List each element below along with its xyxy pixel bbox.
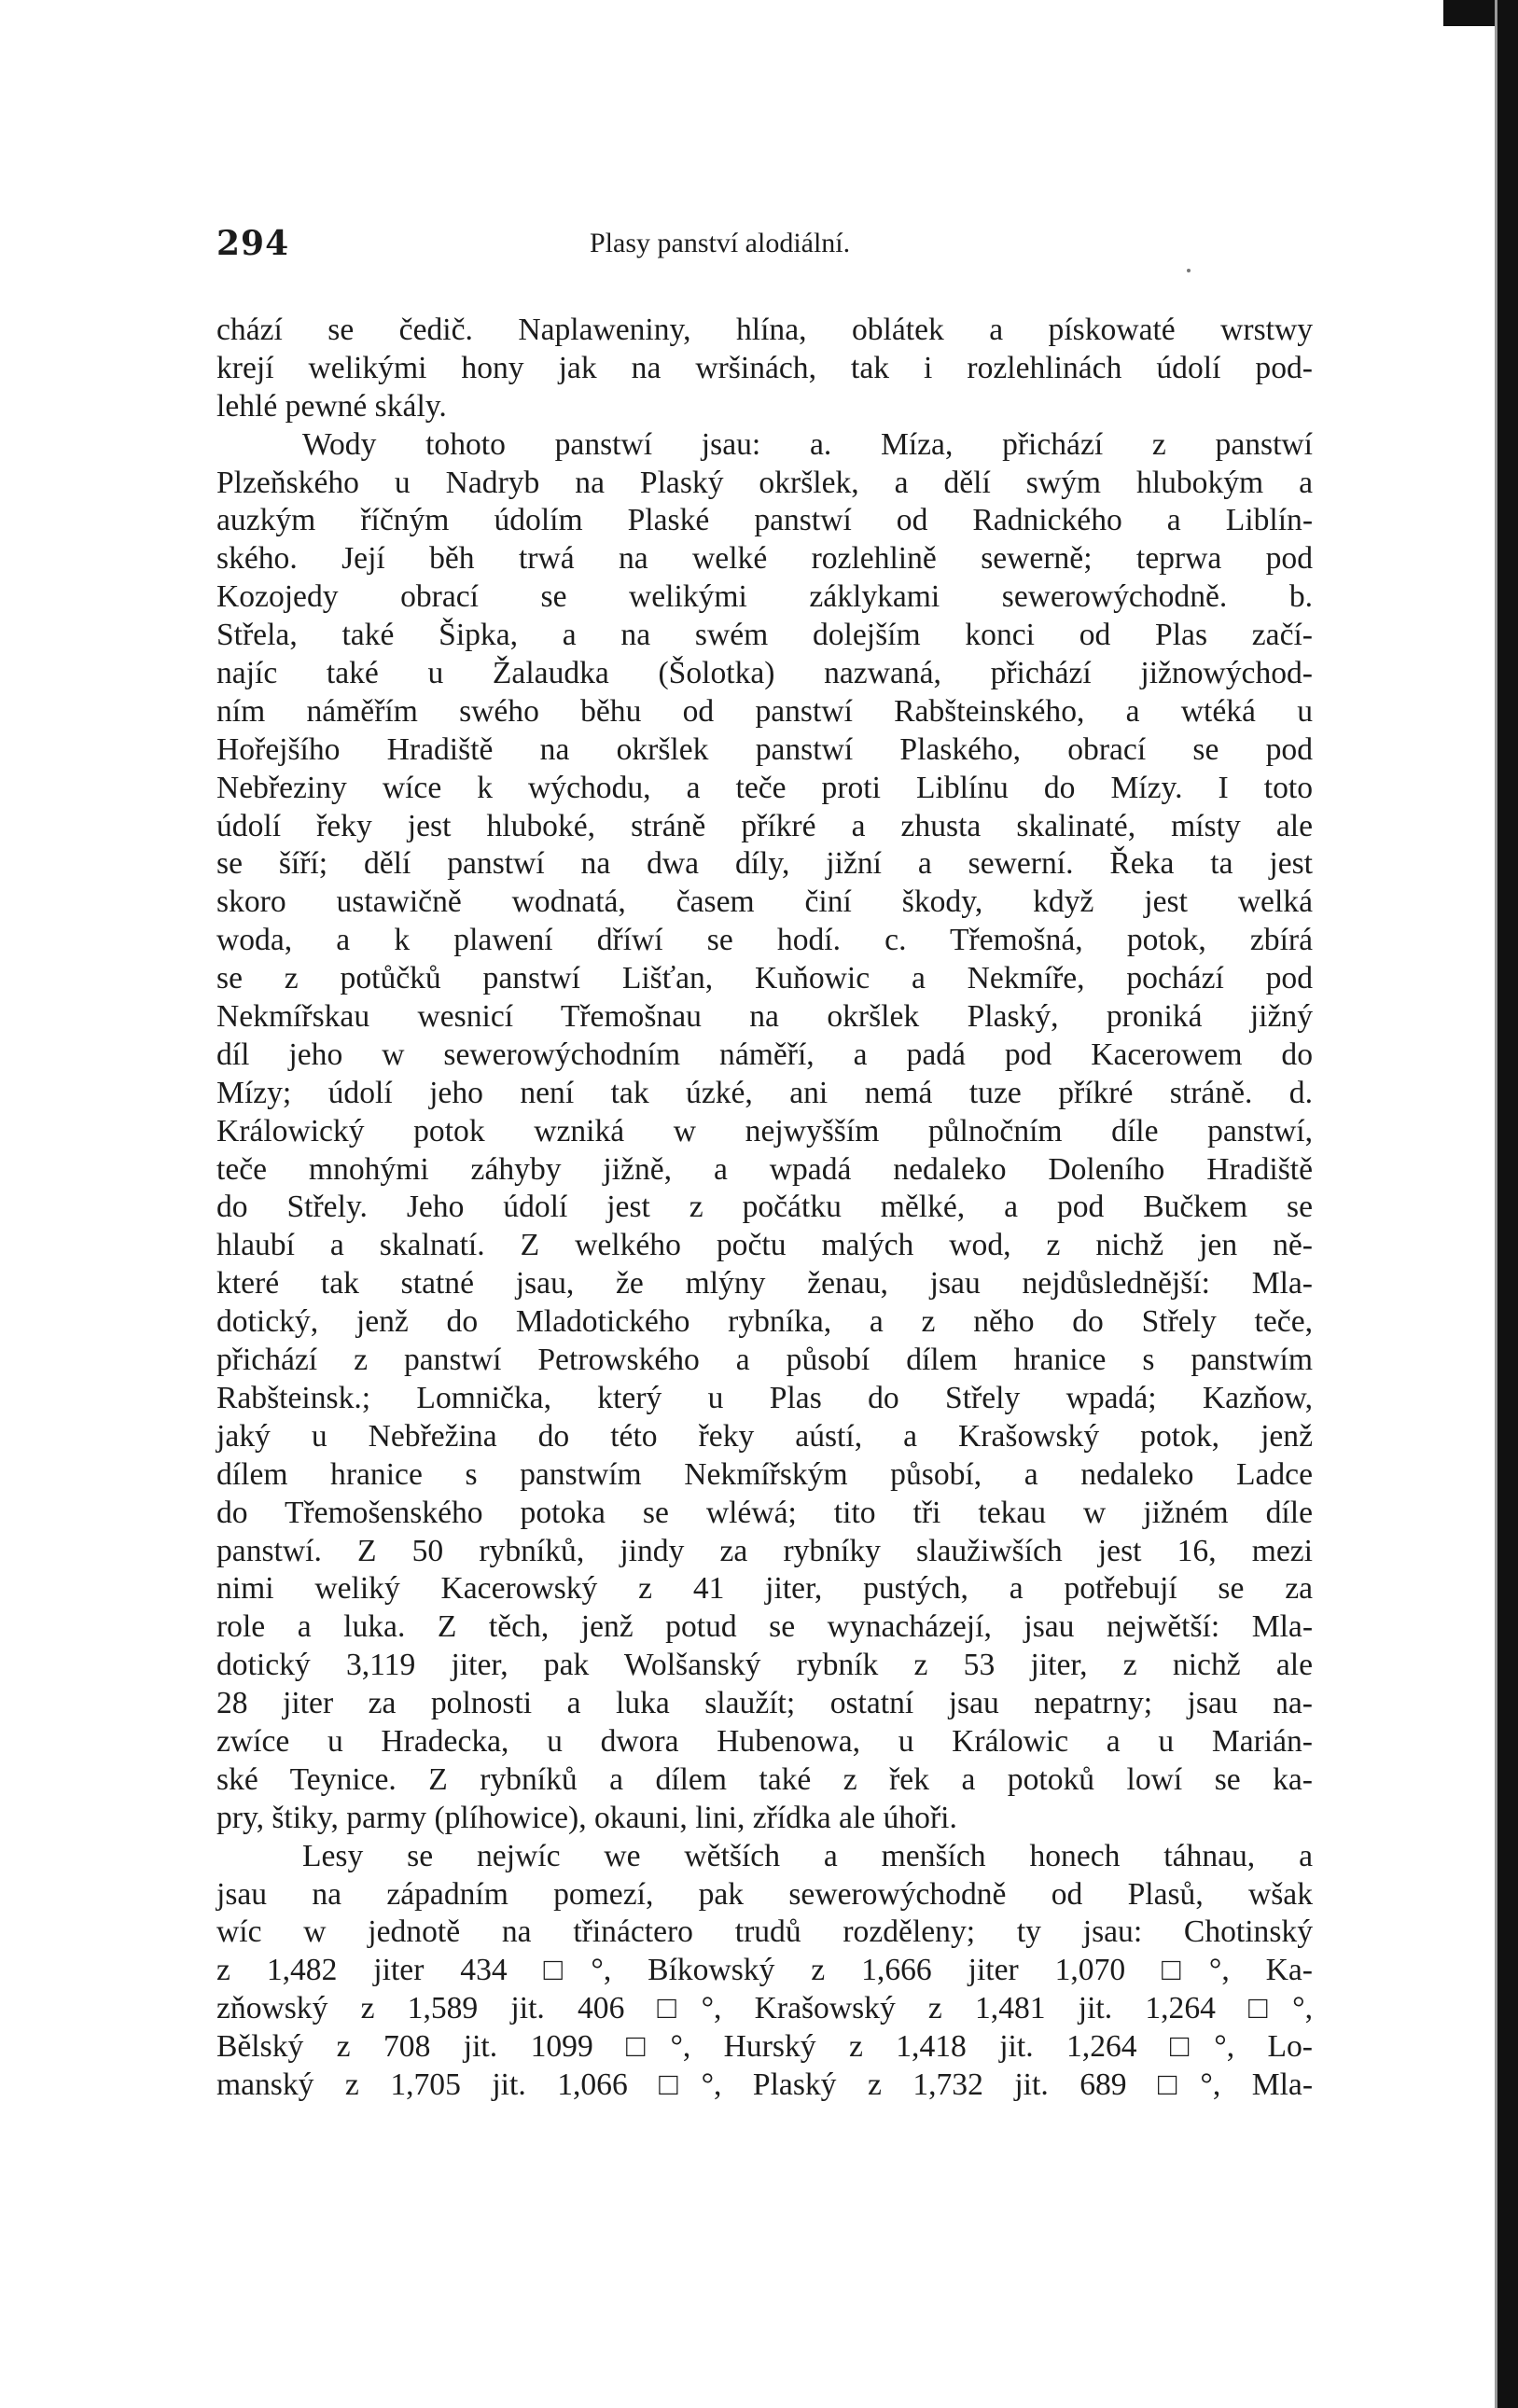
text-line: které tak statné jsau, že mlýny ženau, jsau nejdůslednější: Mla- (216, 1266, 1313, 1301)
text-line: hlaubí a skalnatí. Z welkého počtu malých wod, z nichž jen ně- (216, 1228, 1313, 1263)
text-line: zňowský z 1,589 jit. 406 □°, Krašowský z 1,481 jit. 1,264 □°, (216, 1991, 1313, 2026)
text-line: krejí welikými hony jak na wršinách, tak i rozlehlinách údolí pod- (216, 350, 1313, 385)
scan-border-right (1497, 0, 1518, 2408)
text-line: manský z 1,705 jit. 1,066 □°, Plaský z 1,732 jit. 689 □°, Mla- (216, 2067, 1313, 2102)
text-line: chází se čedič. Naplaweniny, hlína, oblátek a pískowaté wrstwy (216, 313, 1313, 347)
text-line: Králowický potok wzniká w nejwyšším půlnočním díle panstwí, (216, 1113, 1313, 1148)
text-line: Střela, také Šipka, a na swém dolejším konci od Plas začí- (216, 618, 1313, 653)
text-line: auzkým říčným údolím Plaské panstwí od Radnického a Liblín- (216, 503, 1313, 538)
text-line: skoro ustawičně wodnatá, časem činí škody, když jest welká (216, 884, 1313, 920)
text-line: přichází z panstwí Petrowského a působí dílem hranice s panstwím (216, 1343, 1313, 1378)
body-text (216, 312, 1313, 2105)
text-line: Kozojedy obrací se welikými záklykami sewerowýchodně. b. (216, 579, 1313, 615)
text-line: ského. Její běh trwá na welké rozlehlině sewerně; teprwa pod (216, 541, 1313, 577)
text-line: z 1,482 jiter 434 □°, Bíkowský z 1,666 jiter 1,070 □°, Ka- (216, 1953, 1313, 1988)
running-title: Plasy panství alodiální. (590, 228, 851, 258)
text-line: ním náměřím swého běhu od panstwí Rabšteinského, a wtéká u (216, 693, 1313, 729)
text-line: woda, a k plawení dříwí se hodí. c. Třemošná, potok, zbírá (216, 923, 1313, 958)
text-line: teče mnohými záhyby jižně, a wpadá nedaleko Doleního Hradiště (216, 1151, 1313, 1187)
text-line: jsau na západním pomezí, pak sewerowýchodně od Plasů, wšak (216, 1876, 1313, 1912)
text-line: Nekmířskau wesnicí Třemošnau na okršlek Plaský, proniká jižný (216, 999, 1313, 1035)
text-line: Mízy; údolí jeho není tak úzké, ani nemá tuze příkré stráně. d. (216, 1075, 1313, 1110)
text-line: Bělský z 708 jit. 1099 □°, Hurský z 1,418 jit. 1,264 □°, Lo- (216, 2029, 1313, 2065)
text-line: dotický, jenž do Mladotického rybníka, a z něho do Střely teče, (216, 1304, 1313, 1340)
text-line: wíc w jednotě na třináctero trudů rozděleny; ty jsau: Chotinský (216, 1914, 1313, 1950)
text-line: zwíce u Hradecka, u dwora Hubenowa, u Králowic a u Marián- (216, 1723, 1313, 1759)
text-line: lehlé pewné skály. (216, 388, 447, 424)
text-line: díl jeho w sewerowýchodním náměří, a padá pod Kacerowem do (216, 1037, 1313, 1072)
text-line: Plzeňského u Nadryb na Plaský okršlek, a dělí swým hlubokým a (216, 465, 1313, 500)
text-line: najíc také u Žalaudka (Šolotka) nazwaná, přichází jižnowýchod- (216, 656, 1313, 691)
text-line: do Třemošenského potoka se wléwá; tito tři tekau w jižném díle (216, 1495, 1313, 1530)
text-line: Rabšteinsk.; Lomnička, který u Plas do Střely wpadá; Kazňow, (216, 1380, 1313, 1415)
text-line: ské Teynice. Z rybníků a dílem také z řek a potoků lowí se ka- (216, 1761, 1313, 1797)
text-line: údolí řeky jest hluboké, stráně příkré a zhusta skalinaté, místy ale (216, 808, 1313, 843)
text-line: Nebřeziny wíce k wýchodu, a teče proti Liblínu do Mízy. I toto (216, 770, 1313, 805)
text-line: role a luka. Z těch, jenž potud se wynacházejí, jsau nejwětší: Mla- (216, 1609, 1313, 1645)
text-line: 28 jiter za polnosti a luka slaužít; ostatní jsau nepatrny; jsau na- (216, 1686, 1313, 1721)
text-line: panstwí. Z 50 rybníků, jindy za rybníky slaužiwších jest 16, mezi (216, 1533, 1313, 1568)
text-line: pry, štiky, parmy (plíhowice), okauni, lini, zřídka ale úhoři. (216, 1800, 957, 1835)
print-speck (1187, 269, 1191, 272)
text-line: dotický 3,119 jiter, pak Wolšanský rybník z 53 jiter, z nichž ale (216, 1648, 1313, 1683)
book-page (216, 224, 1313, 2105)
text-line: do Střely. Jeho údolí jest z počátku mělké, a pod Bučkem se (216, 1190, 1313, 1225)
text-line: jaký u Nebřežina do této řeky aústí, a Krašowský potok, jenž (216, 1418, 1313, 1454)
text-line: se šíří; dělí panstwí na dwa díly, jižní a sewerní. Řeka ta jest (216, 846, 1313, 882)
text-line: nimi weliký Kacerowský z 41 jiter, pustých, a potřebují se za (216, 1571, 1313, 1607)
text-line: dílem hranice s panstwím Nekmířským působí, a nedaleko Ladce (216, 1456, 1313, 1492)
text-line: se z potůčků panstwí Lišťan, Kuňowic a Nekmíře, pochází pod (216, 961, 1313, 996)
page-number: 294 (216, 224, 290, 263)
text-line: Lesy se nejwíc we wětších a menších honech táhnau, a (302, 1838, 1313, 1873)
running-head (216, 224, 1313, 267)
text-line: Wody tohoto panstwí jsau: a. Míza, přichází z panstwí (302, 426, 1313, 462)
text-line: Hořejšího Hradiště na okršlek panstwí Plaského, obrací se pod (216, 731, 1313, 767)
